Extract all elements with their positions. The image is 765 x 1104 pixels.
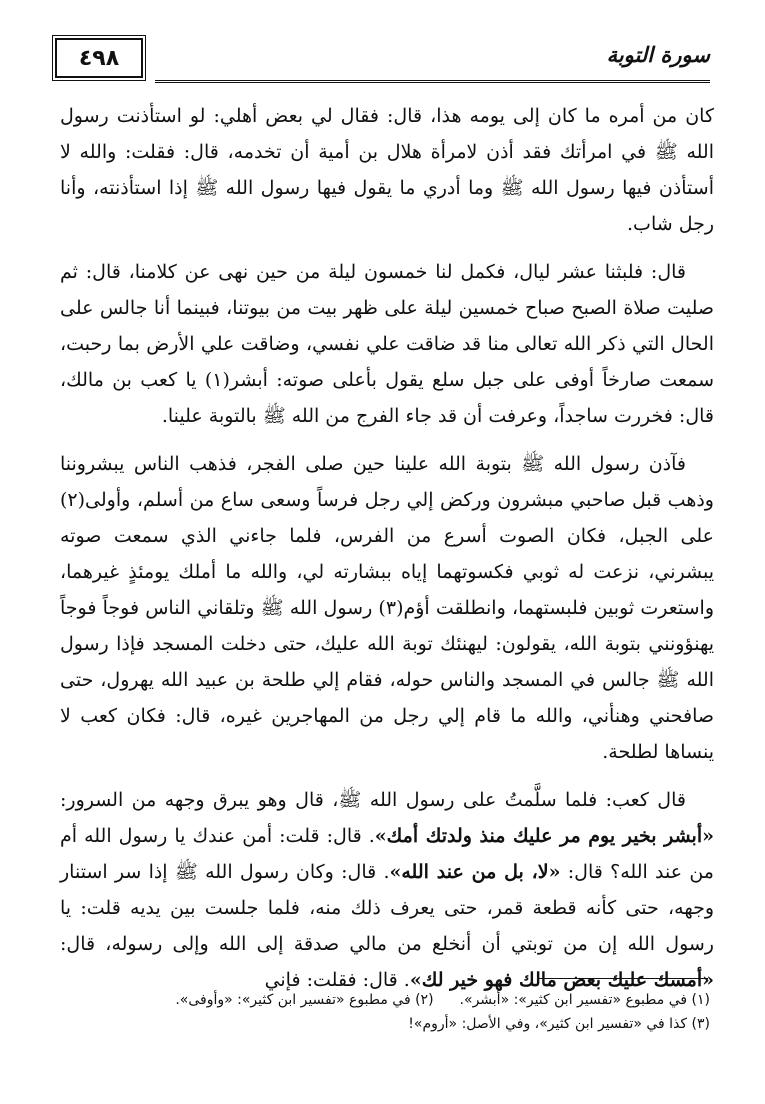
surah-title: سورة التوبة: [606, 42, 710, 67]
footnotes: [60, 988, 710, 1036]
paragraph-2: قال: فلبثنا عشر ليال، فكمل لنا خمسون ليلة من حين نهى عن كلامنا، قال: ثم صليت صلاة الصبح صباح خمسين ليلة على ظهر بيت من بيوتنا، فبينما أنا جالس على الحال التي ذكر الله تعالى منا قد ضاقت علي نفسي، وضاقت علي الأرض بما رحبت، سمعت صارخاً أوفى على جبل سلع يقول بأعلى صوته: أبشر(١) يا كعب بن مالك، قال: فخررت ساجداً، وعرفت أن قد جاء الفرج من الله ﷺ بالتوبة علينا.: [60, 261, 714, 427]
page-number: ٤٩٨: [55, 38, 143, 78]
footnote-line-1: [60, 988, 710, 1012]
footnote-rule: [538, 978, 708, 979]
footnote-3: (٣) كذا في «تفسير ابن كثير»، وفي الأصل: «أروم»!: [408, 1016, 710, 1032]
footnote-1: (١) في مطبوع «تفسير ابن كثير»: «أبشر».: [459, 992, 710, 1008]
footnote-2: (٢) في مطبوع «تفسير ابن كثير»: «وأوفى».: [175, 992, 434, 1008]
paragraph-4: [60, 782, 714, 998]
paragraph-4-text-g: . قال: فقلت: فإني: [264, 969, 410, 991]
main-text: [60, 98, 714, 1010]
footnote-line-2: [60, 1012, 710, 1036]
page-header: [55, 38, 710, 84]
hadith-quote-3: «أمسك عليك بعض مالك فهو خير لك»: [409, 969, 714, 991]
paragraph-4-text-c: . قال: قلت: أمن عندك يا رسول الله أم من عند الله؟ قال:: [60, 825, 714, 883]
header-rule: [155, 80, 710, 86]
paragraph-4-text-a: قال كعب: فلما سلَّمتُ على رسول الله ﷺ، قال وهو يبرق وجهه من السرور:: [60, 789, 686, 811]
paragraph-1: كان من أمره ما كان إلى يومه هذا، قال: فقال لي بعض أهلي: لو استأذنت رسول الله ﷺ في امرأتك فقد أذن لامرأة هلال بن أمية أن تخدمه، قال: فقلت: والله لا أستأذن فيها رسول الله ﷺ وما أدري ما يقول فيها رسول الله ﷺ إذا استأذنته، وأنا رجل شاب.: [60, 105, 714, 235]
hadith-quote-2: «لا، بل من عند الله»: [389, 861, 561, 883]
paragraph-3: فآذن رسول الله ﷺ بتوبة الله علينا حين صلى الفجر، فذهب الناس يبشروننا وذهب قبل صاحبي مبشرون وركض إلي رجل فرساً وسعى ساع من أسلم، وأولى(٢) على الجبل، فكان الصوت أسرع من الفرس، فلما جاءني الذي سمعت صوته يبشرني، نزعت له ثوبي فكسوتهما إياه ببشارته لي، والله ما أملك يومئذٍ غيرهما، واستعرت ثوبين فلبستهما، وانطلقت أؤم(٣) رسول الله ﷺ وتلقاني الناس فوجاً فوجاً يهنؤونني بتوبة الله، يقولون: ليهنئك توبة الله عليك، حتى دخلت المسجد فإذا رسول الله ﷺ جالس في المسجد والناس حوله، فقام إلي طلحة بن عبيد الله يهرول، حتى صافحني وهنأني، والله ما قام إلي رجل من المهاجرين غيره، قال: فكان كعب لا ينساها لطلحة.: [60, 453, 715, 763]
paragraph-4-text-e: . قال: وكان رسول الله ﷺ إذا سر استنار وجهه، حتى كأنه قطعة قمر، حتى يعرف ذلك منه، فلما جلست بين يديه قلت: يا رسول الله إن من توبتي أن أنخلع من مالي صدقة إلى الله وإلى رسوله، قال:: [60, 861, 714, 955]
hadith-quote-1: «أبشر بخير يوم مر عليك منذ ولدتك أمك»: [374, 825, 714, 847]
